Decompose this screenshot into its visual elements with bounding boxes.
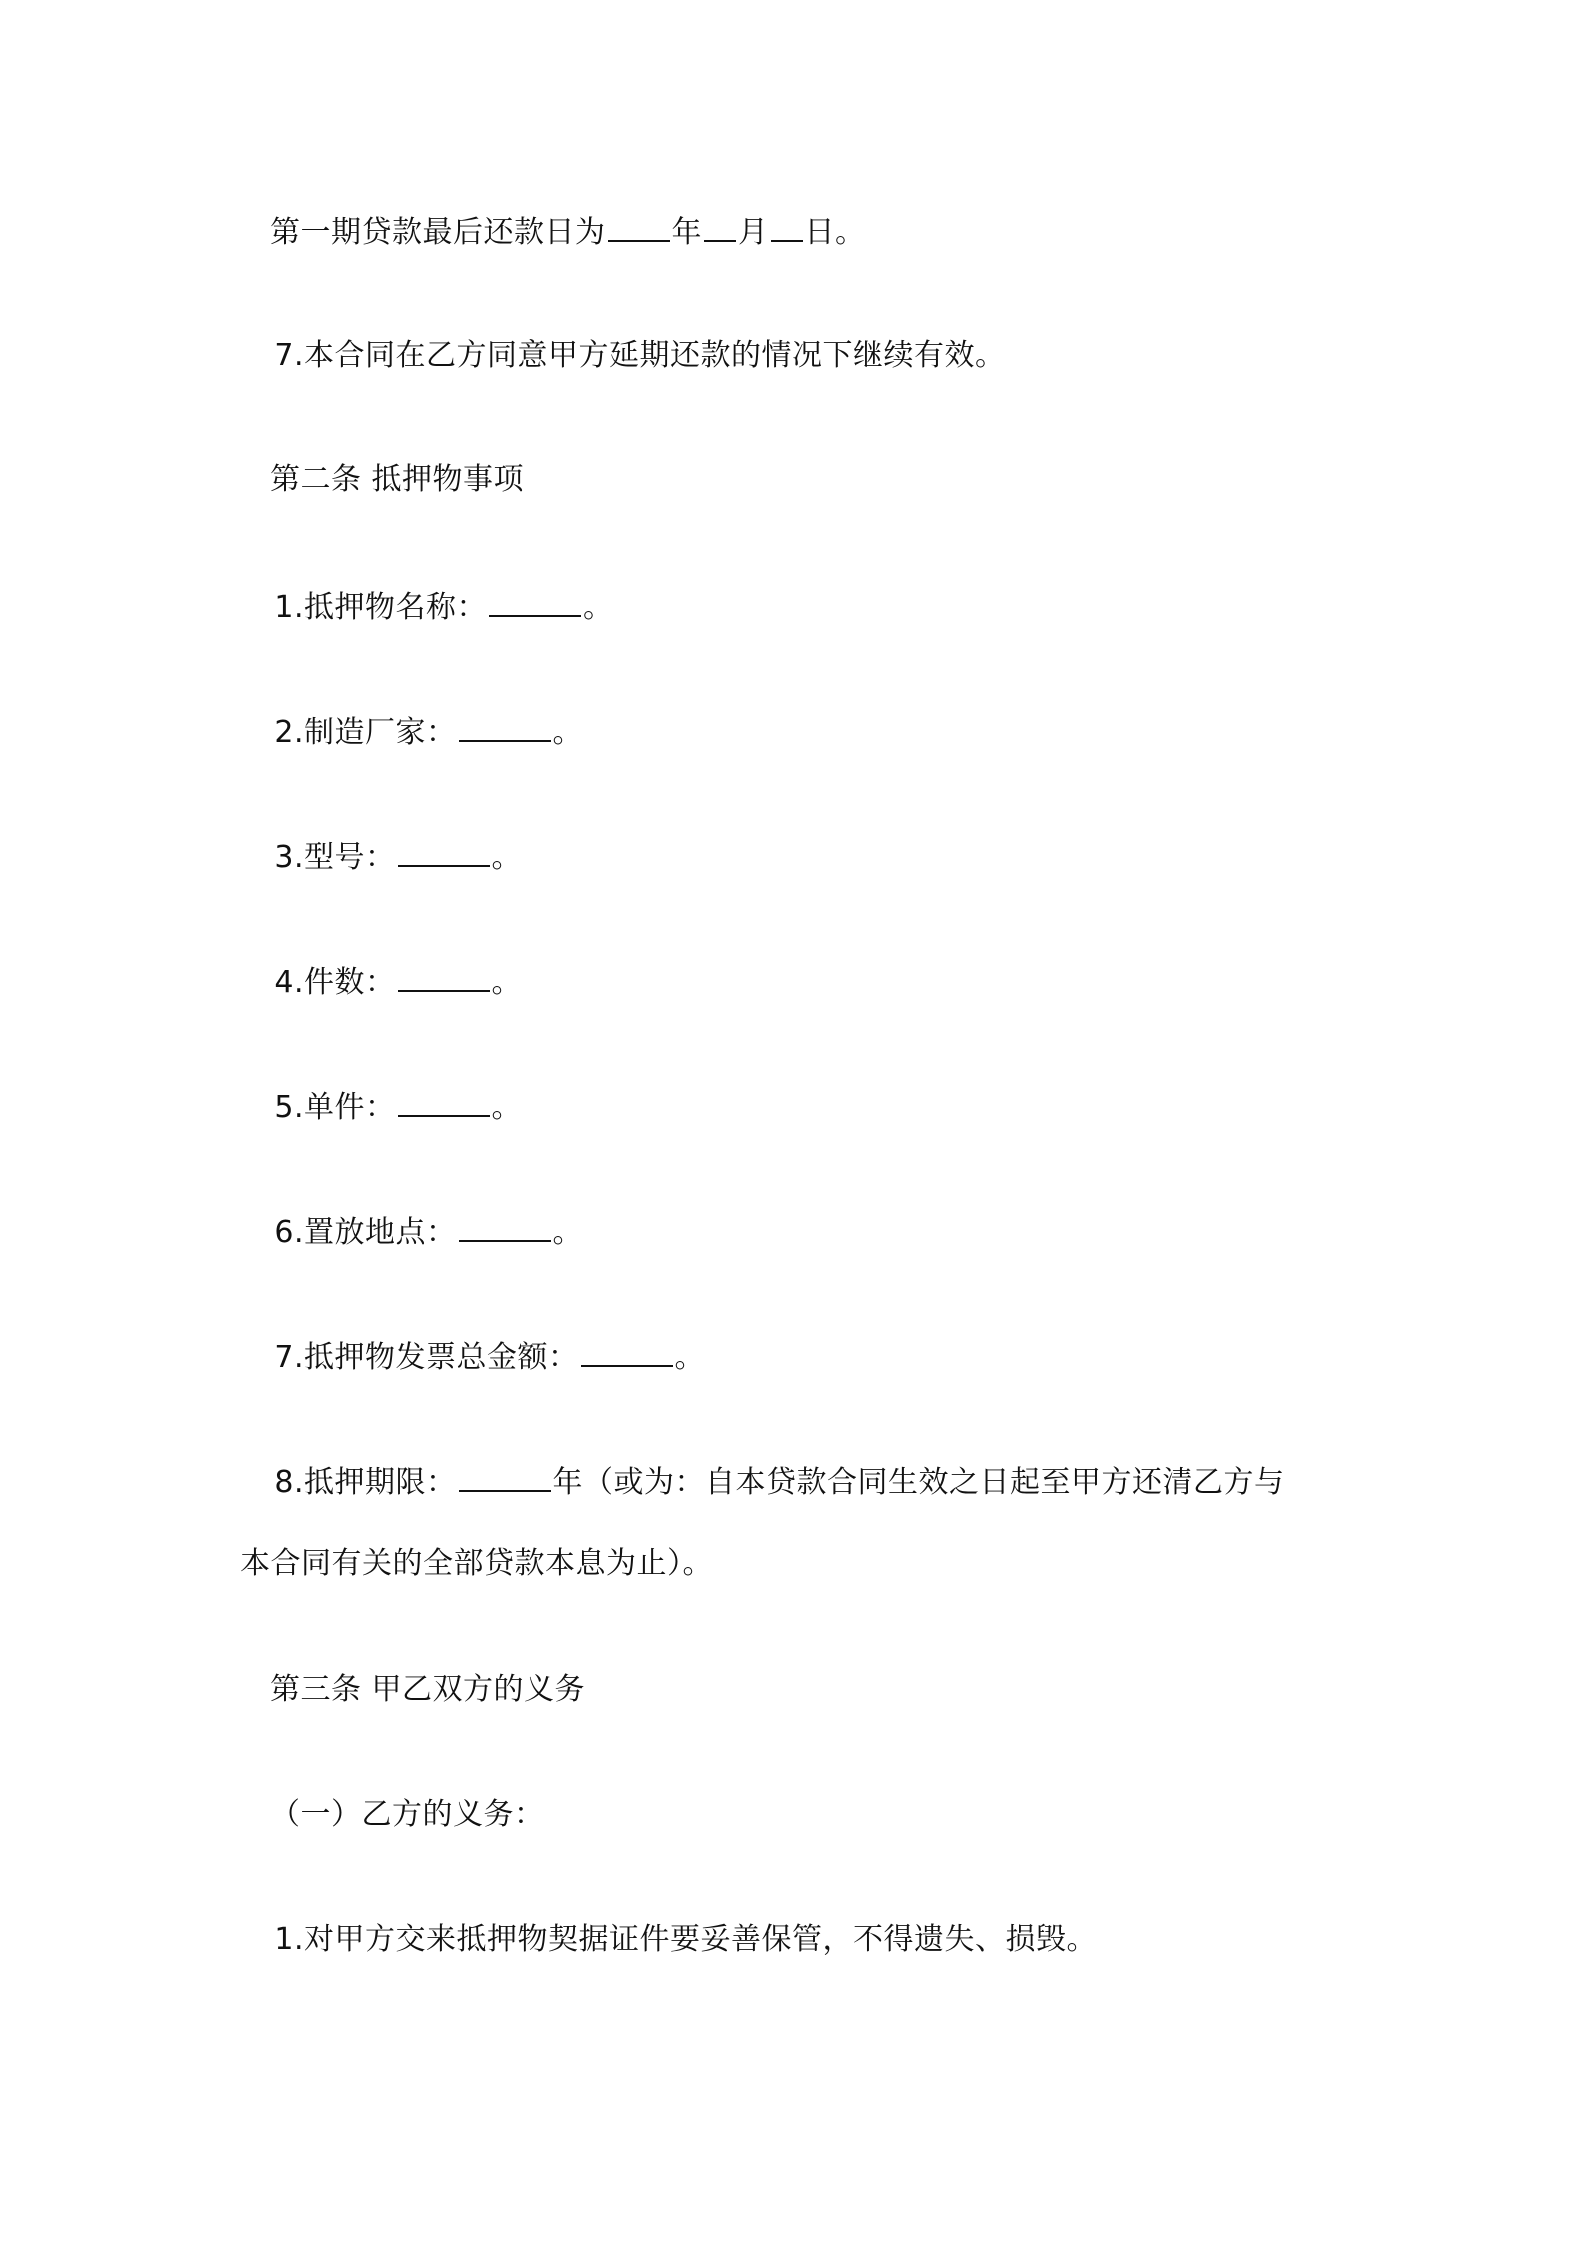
day-label: 日。	[804, 215, 866, 250]
heading-text: 第二条 抵押物事项	[270, 462, 525, 497]
item-number: 1	[274, 590, 294, 625]
item-label: .单件：	[294, 1090, 396, 1125]
clause-number: 7	[274, 338, 294, 373]
item-number: 1	[274, 1922, 294, 1957]
repayment-date-line	[270, 210, 866, 254]
item-end: 。	[674, 1340, 706, 1375]
item-number: 4	[274, 965, 294, 1000]
term-continuation-line	[240, 1543, 713, 1585]
item-number: 3	[274, 840, 294, 875]
collateral-name-line	[270, 585, 614, 629]
heading-text: 第三条 甲乙双方的义务	[270, 1672, 586, 1707]
item-label: .制造厂家：	[294, 715, 457, 750]
collateral-name-blank	[489, 585, 581, 617]
invoice-amount-blank	[581, 1335, 673, 1367]
year-blank	[608, 210, 670, 242]
item-end: 。	[552, 715, 584, 750]
quantity-blank	[398, 960, 490, 992]
item-end: 。	[552, 1215, 584, 1250]
unit-line	[270, 1085, 522, 1129]
term-line	[270, 1460, 1285, 1504]
location-line	[270, 1210, 583, 1254]
article-3-heading	[270, 1669, 585, 1711]
item-number: 7	[274, 1340, 294, 1375]
item-number: 6	[274, 1215, 294, 1250]
model-blank	[398, 835, 490, 867]
quantity-line	[270, 960, 522, 1004]
item-end: 。	[583, 590, 614, 625]
item-number: 5	[274, 1090, 294, 1125]
invoice-amount-line	[270, 1335, 705, 1379]
obligation-1-line	[270, 1919, 1097, 1961]
party-b-obligations-heading	[270, 1794, 545, 1836]
continuation-text: 本合同有关的全部贷款本息为止）。	[240, 1546, 713, 1581]
term-blank	[459, 1460, 551, 1492]
item-label: .抵押物发票总金额：	[294, 1340, 579, 1375]
manufacturer-blank	[459, 710, 551, 742]
term-text: 年（或为：自本贷款合同生效之日起至甲方还清乙方与	[552, 1465, 1285, 1500]
clause-7-line	[270, 335, 1006, 377]
item-end: 。	[491, 840, 523, 875]
model-line	[270, 835, 522, 879]
item-end: 。	[491, 1090, 523, 1125]
day-blank	[771, 210, 803, 242]
unit-blank	[398, 1085, 490, 1117]
item-label: .抵押物名称：	[294, 590, 488, 625]
month-label: 月	[738, 215, 769, 250]
clause-text: .本合同在乙方同意甲方延期还款的情况下继续有效。	[294, 338, 1006, 373]
repayment-date-text: 第一期贷款最后还款日为	[270, 215, 606, 250]
item-number: 2	[274, 715, 294, 750]
subheading-text: （一）乙方的义务：	[270, 1797, 545, 1832]
article-2-heading	[270, 459, 524, 501]
item-label: .型号：	[294, 840, 396, 875]
item-end: 。	[491, 965, 523, 1000]
item-label: .抵押期限：	[294, 1465, 457, 1500]
item-label: .置放地点：	[294, 1215, 457, 1250]
item-number: 8	[274, 1465, 294, 1500]
item-label: .件数：	[294, 965, 396, 1000]
month-blank	[704, 210, 736, 242]
obligation-text: .对甲方交来抵押物契据证件要妥善保管，不得遗失、损毁。	[294, 1922, 1098, 1957]
manufacturer-line	[270, 710, 583, 754]
year-label: 年	[671, 215, 702, 250]
location-blank	[459, 1210, 551, 1242]
